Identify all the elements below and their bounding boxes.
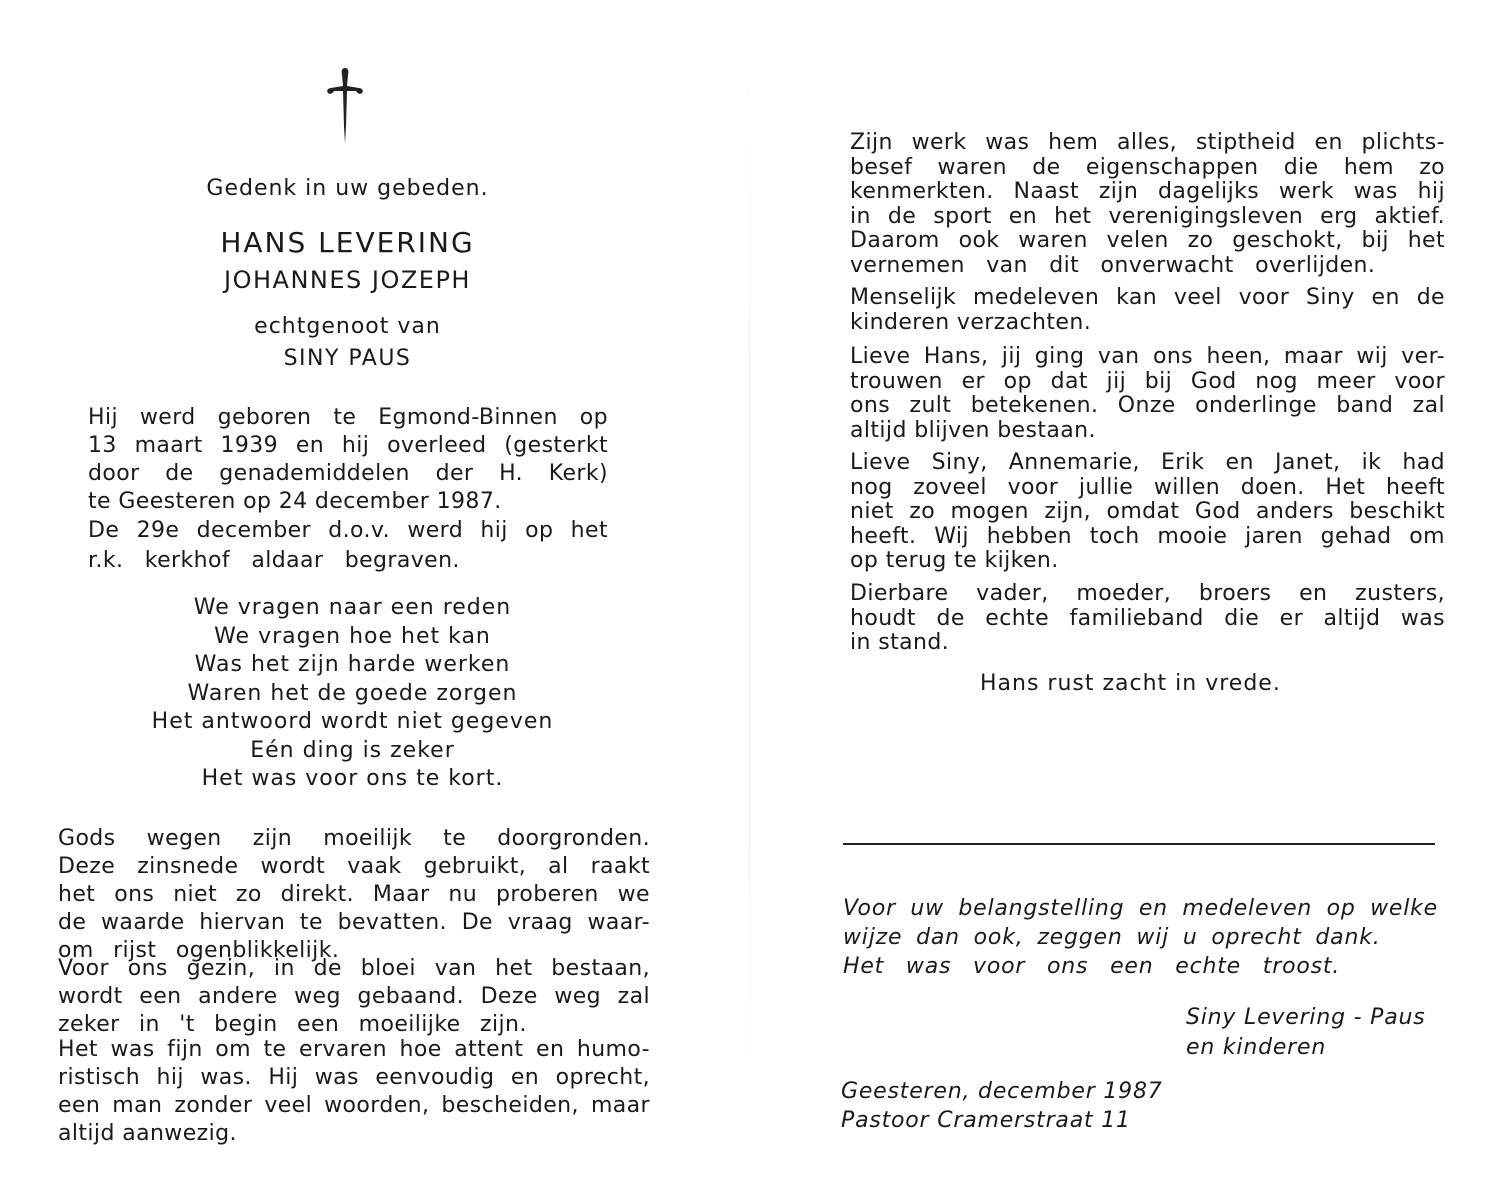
biography-line: door de genademiddelen der H. Kerk) (88, 461, 608, 486)
text-line: Voor ons gezin, in de bloei van het bestaan, (58, 956, 650, 981)
text-line: het ons niet zo direkt. Maar nu proberen we (58, 882, 650, 907)
reflection-paragraph (58, 1036, 650, 1148)
thanks-line: Het was voor ons een echte troost. (843, 954, 1341, 979)
farewell-line: Hans rust zacht in vrede. (980, 671, 1281, 696)
text-line: ons zult betekenen. Onze onderlinge band zal (850, 393, 1445, 418)
text-line: niet zo mogen zijn, omdat God anders beschikt (850, 499, 1445, 524)
poem-line: We vragen hoe het kan (214, 623, 491, 649)
text-line: op terug te kijken. (850, 548, 1059, 573)
biography (88, 404, 608, 516)
text-line: kenmerkten. Naast zijn dagelijks werk was hij (850, 179, 1445, 204)
signature-name: Siny Levering - Paus (1186, 1005, 1426, 1030)
poem-line: Was het zijn harde werken (194, 652, 511, 677)
text-line: Daarom ook waren velen zo geschokt, bij het (850, 228, 1445, 253)
tribute-paragraph (850, 345, 1445, 443)
spouse-name: SINY PAUS (283, 346, 412, 371)
reflection-paragraph (58, 825, 650, 965)
tribute-paragraph (850, 582, 1445, 656)
tribute-paragraph (850, 131, 1445, 278)
left-page (0, 0, 750, 1200)
cross-icon (325, 66, 365, 146)
text-line: besef waren de eigenschappen die hem zo (850, 154, 1445, 180)
text-line: Zijn werk was hem alles, stiptheid en plichts- (850, 130, 1445, 155)
text-line: Menselijk medeleven kan veel voor Siny en de (850, 285, 1445, 310)
address: Pastoor Cramerstraat 11 (841, 1108, 1131, 1133)
text-line: Gods wegen zijn moeilijk te doorgronden. (58, 826, 650, 851)
deceased-name: HANS LEVERING (220, 226, 475, 259)
text-line: vernemen van dit onverwacht overlijden. (850, 252, 1376, 278)
place-and-address (841, 1077, 1163, 1135)
invocation: Gedenk in uw gebeden. (206, 176, 489, 201)
signature-family: en kinderen (1186, 1035, 1327, 1060)
text-line: in stand. (850, 630, 950, 655)
thanks-line: wijze dan ook, zeggen wij u oprecht dank. (843, 925, 1381, 950)
poem-line: Het antwoord wordt niet gegeven (151, 709, 554, 734)
text-line: om rijst ogenblikkelijk. (58, 938, 340, 963)
spouse-label: echtgenoot van (254, 314, 441, 339)
divider (843, 843, 1435, 845)
tribute-paragraph (850, 451, 1445, 574)
tribute-paragraph (850, 286, 1445, 335)
biography-line: Hij werd geboren te Egmond-Binnen op (88, 405, 608, 430)
text-line: altijd aanwezig. (58, 1121, 237, 1146)
text-line: wordt een andere weg gebaand. Deze weg zal (58, 984, 650, 1009)
thanks-note (843, 894, 1438, 981)
text-line: Het was fijn om te ervaren hoe attent en humo- (58, 1037, 650, 1062)
text-line: trouwen er op dat jij bij God nog meer voor (850, 368, 1445, 394)
text-line: kinderen verzachten. (850, 309, 1092, 335)
poem-line: We vragen naar een reden (193, 595, 512, 620)
reflection-paragraph (58, 955, 650, 1039)
text-line: nog zoveel voor jullie willen doen. Het heeft (850, 474, 1445, 500)
poem-line: Eén ding is zeker (250, 737, 455, 763)
text-line: heeft. Wij hebben toch mooie jaren gehad om (850, 523, 1445, 549)
signature (1186, 1003, 1426, 1063)
text-line: in de sport en het verenigingsleven erg aktief. (850, 203, 1445, 229)
text-line: een man zonder veel woorden, bescheiden, maar (58, 1093, 650, 1118)
text-line: Lieve Siny, Annemarie, Erik en Janet, ik had (850, 450, 1445, 475)
poem-line: Waren het de goede zorgen (187, 680, 518, 706)
biography-line: De 29e december d.o.v. werd hij op het (88, 518, 608, 543)
text-line: de waarde hiervan te bevatten. De vraag waar- (58, 910, 650, 935)
text-line: Deze zinsnede wordt vaak gebruikt, al raakt (58, 854, 650, 879)
poem (110, 594, 595, 794)
text-line: ristisch hij was. Hij was eenvoudig en oprecht, (58, 1065, 650, 1090)
biography-line: te Geesteren op 24 december 1987. (88, 489, 502, 514)
text-line: altijd blijven bestaan. (850, 417, 1096, 443)
text-line: Dierbare vader, moeder, broers en zusters, (850, 581, 1445, 606)
biography-line: r.k. kerkhof aldaar begraven. (88, 548, 460, 573)
biography-line: 13 maart 1939 en hij overleed (gesterkt (88, 433, 608, 458)
place-date: Geesteren, december 1987 (841, 1079, 1163, 1104)
text-line: zeker in 't begin een moeilijke zijn. (58, 1012, 527, 1037)
deceased-full-name: JOHANNES JOZEPH (224, 266, 471, 294)
text-line: Lieve Hans, jij ging van ons heen, maar wij ver- (850, 344, 1445, 369)
text-line: houdt de echte familieband die er altijd was (850, 605, 1445, 631)
poem-line: Het was voor ons te kort. (201, 766, 504, 791)
thanks-line: Voor uw belangstelling en medeleven op welke (843, 896, 1438, 921)
